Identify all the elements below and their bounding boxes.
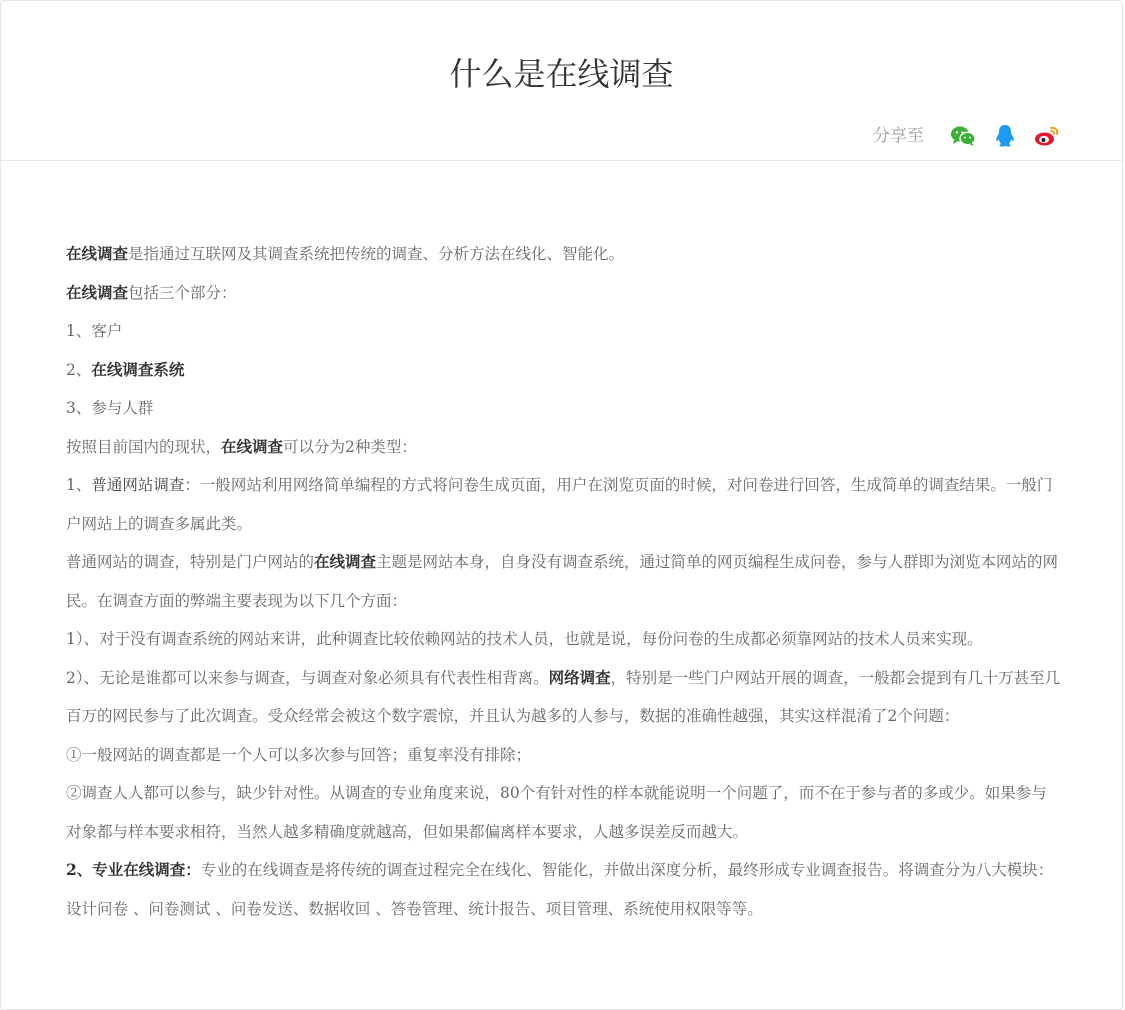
share-label: 分享至	[873, 126, 924, 146]
paragraph-text: 按照目前国内的现状，	[66, 437, 222, 456]
list-prefix: 2、	[66, 360, 92, 379]
paragraph-issue-1: ①一般网站的调查都是一个人可以多次参与回答；重复率没有排除；	[66, 745, 532, 764]
bold-term: 在线调查	[66, 282, 129, 302]
qq-icon[interactable]	[990, 122, 1020, 150]
type-name: 普通网站调查	[91, 476, 185, 494]
bold-term: 在线调查系统	[91, 359, 185, 379]
wechat-icon[interactable]	[948, 122, 978, 150]
paragraph-text: 包括三个部分：	[128, 283, 237, 302]
bold-term: 网络调查	[548, 667, 611, 687]
list-item-client: 1、客户	[66, 322, 123, 340]
bold-term: 在线调查	[221, 436, 284, 456]
article-header	[1, 1, 1122, 161]
paragraph-drawback-2	[66, 659, 1062, 736]
paragraph-text: 2）、无论是谁都可以来参与调查，与调查对象必须具有代表性相背离。	[66, 668, 549, 687]
paragraph-text: 可以分为2种类型：	[283, 437, 417, 456]
bold-term: 在线调查	[66, 244, 129, 263]
article-body	[66, 235, 1062, 928]
paragraph-type-1	[66, 466, 1062, 543]
bold-term: 在线调查	[314, 552, 377, 571]
page-title: 什么是在线调查	[449, 55, 674, 93]
paragraph-1	[66, 235, 1062, 274]
weibo-icon[interactable]	[1032, 122, 1062, 150]
bold-term: 2、专业在线调查：	[66, 860, 201, 879]
paragraph-portal	[66, 543, 1062, 620]
paragraph-issue-2: ②调查人人都可以参与，缺少针对性。从调查的专业角度来说，80个有针对性的样本就能说明一个问题了，而不在于参与者的多或少。如果参与对象都与样本要求相符，当然人越多精确度就越高，但如果都偏离样本要求，人越多误差反而越大。	[66, 784, 1047, 841]
paragraph-type-2	[66, 851, 1062, 928]
paragraph-text: 是指通过互联网及其调查系统把传统的调查、分析方法在线化、智能化。	[128, 245, 625, 263]
paragraph-text: 主题是网站本身，自身没有调查系统，通过简单的网页编程生成问卷，参与人群即为浏览本网站的网民。在调查方面的弊端主要表现为以下几个方面：	[66, 553, 1059, 610]
paragraph-types	[66, 428, 1062, 467]
list-item-participants: 3、参与人群	[66, 399, 154, 417]
share-bar	[873, 122, 1062, 150]
paragraph-text: 专业的在线调查是将传统的调查过程完全在线化、智能化，并做出深度分析，最终形成专业调查报告。将调查分为八大模块：设计问卷 、问卷测试 、问卷发送、数据收回 、答卷管理、统计报告、项目管理、系统使用权限等等。	[66, 861, 1054, 918]
paragraph-text: ：一般网站利用网络简单编程的方式将问卷生成页面，用户在浏览页面的时候，对问卷进行回答，生成简单的调查结果。一般门户网站上的调查多属此类。	[66, 476, 1053, 533]
paragraph-2	[66, 274, 1062, 313]
paragraph-text: 普通网站的调查，特别是门户网站的	[66, 553, 315, 571]
paragraph-drawback-1: 1）、对于没有调查系统的网站来讲，此种调查比较依赖网站的技术人员，也就是说，每份问卷的生成都必须靠网站的技术人员来实现。	[66, 630, 983, 648]
paragraph-text: ，特别是一些门户网站开展的调查，一般都会提到有几十万甚至几百万的网民参与了此次调查。受众经常会被这个数字震惊，并且认为越多的人参与，数据的准确性越强，其实这样混淆了2个问题：	[66, 668, 1061, 725]
list-item-system	[66, 351, 1062, 390]
list-prefix: 1、	[66, 476, 92, 494]
